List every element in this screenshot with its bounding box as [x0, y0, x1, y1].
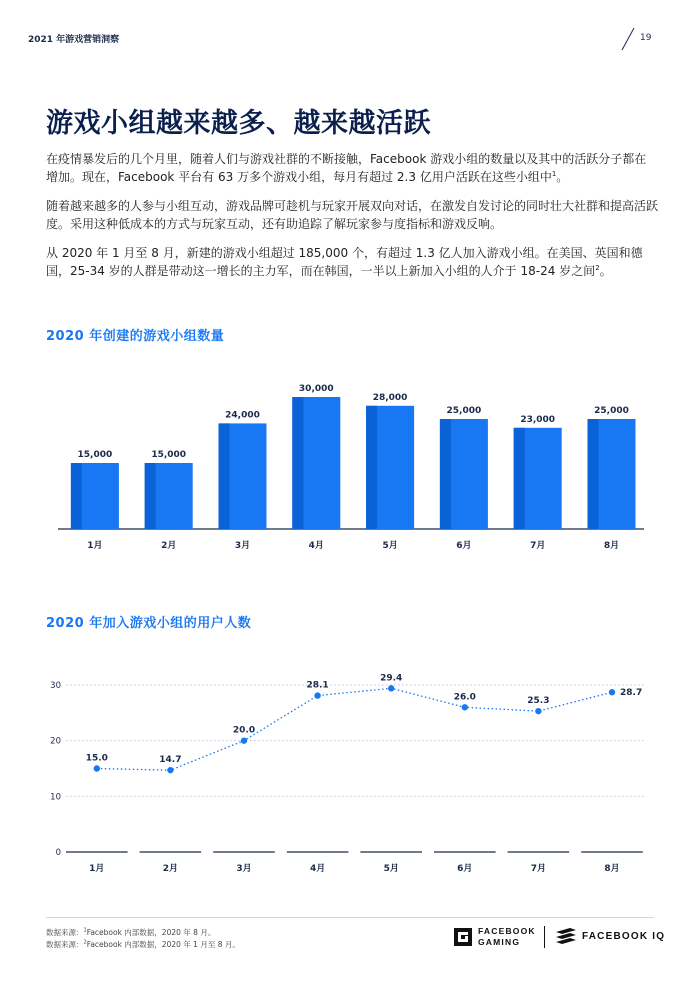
page-title: 游戏小组越来越多、越来越活跃	[46, 108, 431, 139]
bar-value-label: 28,000	[372, 392, 408, 403]
data-point	[241, 737, 247, 743]
page-number-slash-icon	[618, 26, 638, 52]
bar-value-label: 15,000	[77, 450, 113, 460]
footnote-ref: 2	[595, 264, 600, 272]
source-note-2: 数据来源：$^2$Facebook 内部数据，2020 年 1 月至 8 月。	[46, 939, 240, 949]
bar-shade	[145, 463, 156, 529]
x-tick-label: 8月	[603, 541, 620, 551]
bar-value-label: 23,000	[520, 414, 556, 425]
x-tick-label: 5月	[382, 541, 398, 551]
y-tick-label: 20	[50, 736, 61, 747]
data-label: 15.0	[85, 753, 108, 764]
bar-shade	[292, 397, 303, 529]
x-tick-label: 3月	[236, 864, 252, 874]
line-chart-title: 2020 年加入游戏小组的用户人数	[46, 616, 252, 631]
groups-created-bar-chart	[0, 365, 700, 565]
bar-shade	[588, 419, 599, 529]
bar-shade	[366, 406, 377, 529]
data-label: 29.4	[380, 673, 403, 684]
bar-value-label: 24,000	[225, 410, 260, 421]
data-point	[388, 685, 394, 691]
data-label: 26.0	[453, 692, 476, 703]
paragraph-1: 在疫情暴发后的几个月里，随着人们与游戏社群的不断接触，Facebook 游戏小组的数量以及其中的活跃分子都在增加。现在，Facebook 平台有 63 万多个游戏小组，每月有超过 2.3 亿用户活跃在这些小组中$^1$。	[46, 152, 647, 184]
facebook-iq-icon	[556, 928, 576, 944]
x-tick-label: 6月	[456, 541, 472, 551]
source-note-1: 数据来源：$^1$Facebook 内部数据，2020 年 8 月。	[46, 927, 216, 937]
y-tick-label: 0	[55, 848, 61, 858]
data-label: 28.7	[620, 688, 643, 699]
data-point	[167, 767, 173, 773]
footer-divider	[46, 917, 654, 918]
bar-value-label: 30,000	[298, 384, 334, 394]
paragraph-2: 随着越来越多的人参与小组互动，游戏品牌可趁机与玩家开展双向对话，在激发自发讨论的同时壮大社群和提高活跃度。采用这种低成本的方式与玩家互动，还有助追踪了解玩家参与度指标和游戏反响。	[46, 199, 659, 231]
bar-shade	[514, 428, 525, 529]
bar-chart-title: 2020 年创建的游戏小组数量	[46, 329, 225, 344]
x-tick-label: 7月	[530, 864, 547, 874]
x-tick-label: 6月	[457, 864, 473, 874]
data-point	[314, 692, 320, 698]
report-title: 2021 年游戏营销洞察	[28, 35, 120, 45]
y-tick-label: 10	[50, 792, 61, 803]
facebook-gaming-icon	[454, 928, 472, 946]
footnote-ref: 1	[551, 170, 557, 178]
x-tick-label: 1月	[87, 541, 103, 551]
data-label: 25.3	[527, 696, 550, 707]
x-tick-label: 2月	[161, 541, 177, 551]
y-tick-label: 30	[50, 681, 61, 691]
bar-shade	[219, 423, 230, 529]
page-number: 19	[640, 33, 652, 43]
x-tick-label: 4月	[308, 541, 324, 551]
x-tick-label: 3月	[234, 541, 251, 551]
bar-value-label: 25,000	[446, 406, 482, 416]
data-label: 14.7	[159, 755, 182, 766]
paragraph-3: 从 2020 年 1 月至 8 月，新建的游戏小组超过 185,000 个，有超过 1.3 亿人加入游戏小组。在美国、英国和德国，25-34 岁的人群是带动这一增长的主力军，而在韩国，一半以上新加入小组的人介于 18-24 岁之间$^2$。	[46, 246, 643, 278]
data-label: 28.1	[306, 680, 329, 691]
x-tick-label: 1月	[89, 864, 105, 874]
bar-shade	[440, 419, 451, 529]
x-tick-label: 4月	[309, 864, 326, 874]
users-joined-line-chart	[0, 665, 700, 885]
bar-value-label: 25,000	[594, 406, 629, 416]
x-tick-label: 2月	[162, 864, 179, 874]
data-label: 20.0	[232, 725, 256, 736]
logo-separator	[544, 926, 545, 948]
bar-value-label: 15,000	[151, 450, 187, 460]
x-tick-label: 5月	[383, 864, 399, 874]
x-tick-label: 7月	[530, 541, 546, 551]
facebook-iq-logo: FACEBOOK IQ	[556, 928, 665, 944]
facebook-gaming-logo: FACEBOOK GAMING	[454, 926, 536, 948]
x-tick-label: 8月	[604, 864, 620, 874]
bar-shade	[71, 463, 82, 529]
data-point	[462, 704, 468, 710]
data-point	[94, 765, 100, 771]
data-point	[535, 708, 541, 714]
data-point	[609, 689, 615, 695]
